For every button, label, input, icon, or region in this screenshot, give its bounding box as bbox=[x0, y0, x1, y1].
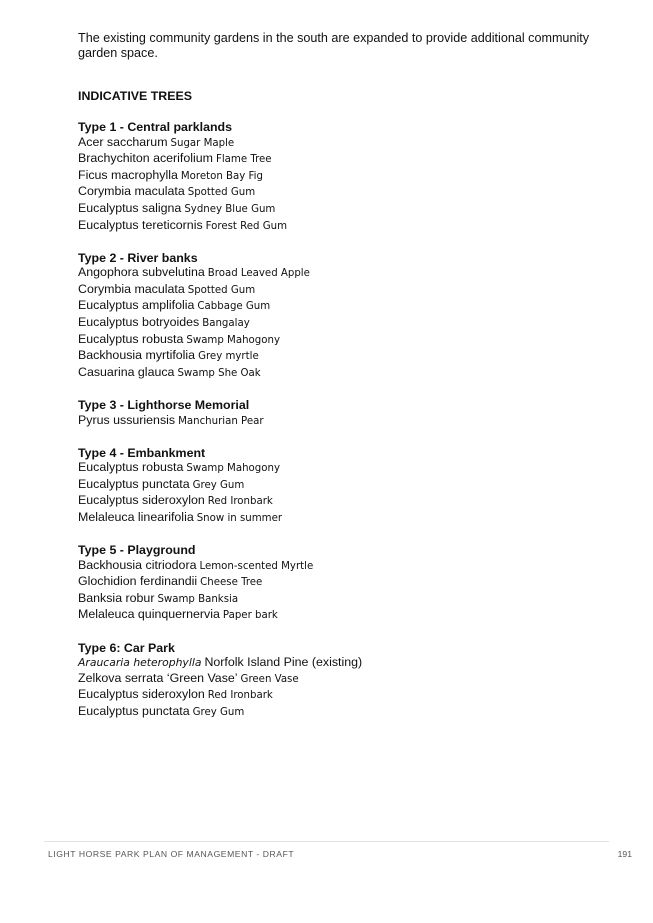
common-name: Spotted Gum bbox=[187, 187, 256, 199]
tree-entry bbox=[78, 591, 598, 608]
tree-entry bbox=[78, 298, 598, 315]
botanical-name: Glochidion ferdinandii bbox=[78, 574, 198, 589]
tree-entry bbox=[78, 135, 598, 152]
tree-entry bbox=[78, 168, 598, 185]
tree-entry bbox=[78, 282, 598, 299]
tree-entry bbox=[78, 218, 598, 235]
common-name: Swamp She Oak bbox=[177, 367, 261, 379]
common-name: Swamp Mahogony bbox=[186, 463, 280, 475]
common-name: Grey myrtle bbox=[198, 351, 259, 363]
common-name: Cheese Tree bbox=[200, 577, 263, 589]
common-name: Sydney Blue Gum bbox=[184, 203, 276, 215]
common-name: Sugar Maple bbox=[170, 137, 235, 149]
botanical-name: Eucalyptus sideroxylon bbox=[78, 687, 205, 702]
botanical-name: Eucalyptus robusta bbox=[78, 331, 184, 346]
tree-entry bbox=[78, 574, 598, 591]
common-name: Moreton Bay Fig bbox=[180, 170, 263, 182]
tree-entry bbox=[78, 201, 598, 218]
tree-groups bbox=[78, 120, 598, 721]
tree-group-title: Type 4 - Embankment bbox=[78, 445, 206, 460]
botanical-name: Melaleuca linearifolia bbox=[78, 509, 194, 524]
tree-entry bbox=[78, 151, 598, 168]
tree-entry bbox=[78, 671, 598, 688]
botanical-name: Ficus macrophylla bbox=[78, 167, 178, 182]
tree-entry bbox=[78, 332, 598, 349]
common-name: Green Vase bbox=[240, 673, 299, 685]
common-name: Swamp Mahogony bbox=[186, 334, 280, 346]
tree-entry bbox=[78, 365, 598, 382]
tree-entry bbox=[78, 704, 598, 721]
tree-group bbox=[78, 251, 598, 382]
page-number: 191 bbox=[617, 849, 632, 859]
common-name: Norfolk Island Pine (existing) bbox=[204, 655, 363, 670]
botanical-name: Melaleuca quinquernervia bbox=[78, 607, 220, 622]
botanical-name: Eucalyptus tereticornis bbox=[78, 217, 203, 232]
botanical-name: Eucalyptus punctata bbox=[78, 703, 190, 718]
botanical-name: Corymbia maculata bbox=[78, 184, 185, 199]
footer-title: LIGHT HORSE PARK PLAN OF MANAGEMENT - DRAFT bbox=[48, 849, 295, 859]
botanical-name: Eucalyptus amplifolia bbox=[78, 298, 195, 313]
tree-entry bbox=[78, 265, 598, 282]
tree-group-title: Type 1 - Central parklands bbox=[78, 120, 233, 134]
section-heading: INDICATIVE TREES bbox=[78, 89, 193, 103]
intro-paragraph: The existing community gardens in the south are expanded to provide additional community garden space. bbox=[78, 31, 590, 60]
tree-entry bbox=[78, 348, 598, 365]
botanical-name: Zelkova serrata ‘Green Vase’ bbox=[78, 670, 238, 685]
tree-group-title: Type 3 - Lighthorse Memorial bbox=[78, 397, 250, 412]
tree-entry bbox=[78, 687, 598, 704]
common-name: Manchurian Pear bbox=[178, 415, 264, 427]
tree-entry bbox=[78, 460, 598, 477]
tree-group bbox=[78, 543, 598, 624]
common-name: Red Ironbark bbox=[207, 690, 273, 702]
botanical-name: Eucalyptus saligna bbox=[78, 200, 182, 215]
common-name: Red Ironbark bbox=[207, 496, 273, 508]
tree-group bbox=[78, 641, 598, 721]
botanical-name: Backhousia myrtifolia bbox=[78, 348, 196, 363]
botanical-name: Araucaria heterophylla bbox=[78, 656, 202, 670]
common-name: Flame Tree bbox=[215, 154, 272, 166]
common-name: Lemon-scented Myrtle bbox=[199, 560, 314, 572]
tree-entry bbox=[78, 607, 598, 624]
common-name: Forest Red Gum bbox=[205, 220, 288, 232]
tree-group bbox=[78, 398, 598, 429]
tree-group-title: Type 2 - River banks bbox=[78, 250, 198, 265]
tree-group-title: Type 5 - Playground bbox=[78, 543, 196, 558]
botanical-name: Eucalyptus robusta bbox=[78, 460, 184, 475]
botanical-name: Eucalyptus sideroxylon bbox=[78, 493, 205, 508]
botanical-name: Pyrus ussuriensis bbox=[78, 412, 176, 427]
tree-entry bbox=[78, 315, 598, 332]
botanical-name: Angophora subvelutina bbox=[78, 265, 205, 280]
tree-entry bbox=[78, 655, 598, 671]
tree-entry bbox=[78, 413, 598, 430]
common-name: Broad Leaved Apple bbox=[207, 268, 310, 280]
common-name: Snow in summer bbox=[196, 512, 283, 524]
common-name: Grey Gum bbox=[192, 479, 245, 491]
tree-group-title: Type 6: Car Park bbox=[78, 640, 175, 655]
botanical-name: Casuarina glauca bbox=[78, 364, 175, 379]
document-body bbox=[78, 31, 598, 737]
common-name: Cabbage Gum bbox=[197, 301, 271, 313]
tree-entry bbox=[78, 477, 598, 494]
botanical-name: Eucalyptus botryoides bbox=[78, 315, 200, 330]
footer-divider bbox=[44, 841, 609, 842]
tree-entry bbox=[78, 493, 598, 510]
common-name: Bangalay bbox=[202, 318, 250, 330]
common-name: Spotted Gum bbox=[187, 284, 256, 296]
tree-entry bbox=[78, 510, 598, 527]
tree-group bbox=[78, 446, 598, 527]
botanical-name: Corymbia maculata bbox=[78, 281, 185, 296]
tree-entry bbox=[78, 558, 598, 575]
botanical-name: Acer saccharum bbox=[78, 134, 168, 149]
common-name: Swamp Banksia bbox=[157, 593, 239, 605]
botanical-name: Banksia robur bbox=[78, 590, 155, 605]
common-name: Paper bark bbox=[222, 610, 278, 622]
botanical-name: Eucalyptus punctata bbox=[78, 476, 190, 491]
botanical-name: Backhousia citriodora bbox=[78, 557, 197, 572]
botanical-name: Brachychiton acerifolium bbox=[78, 151, 213, 166]
tree-group bbox=[78, 120, 598, 234]
common-name: Grey Gum bbox=[192, 706, 245, 718]
tree-entry bbox=[78, 184, 598, 201]
